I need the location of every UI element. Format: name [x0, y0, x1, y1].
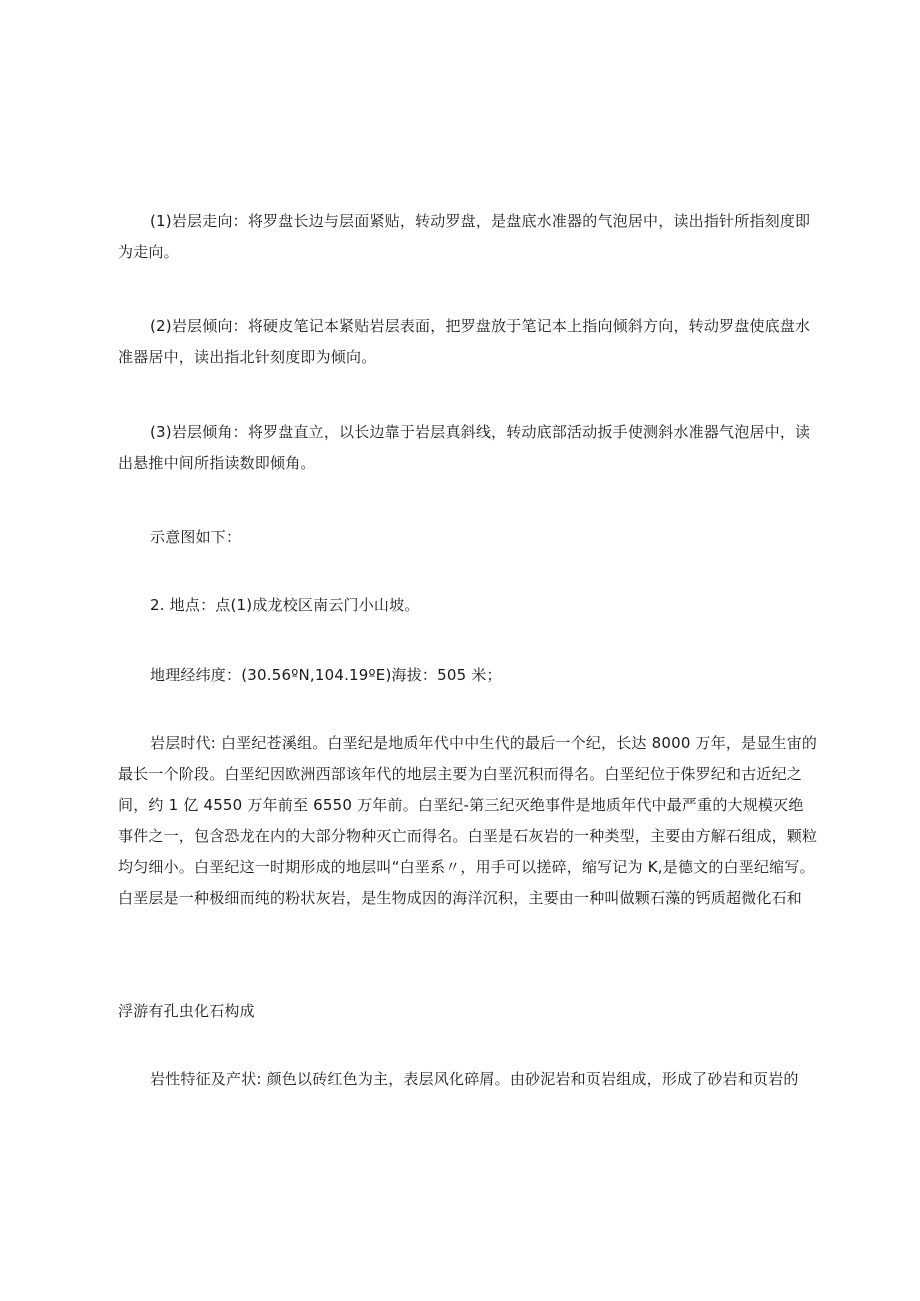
paragraph-location: 2. 地点：点(1)成龙校区南云门小山坡。 — [150, 596, 420, 614]
paragraph-dip-angle: (3)岩层倾角：将罗盘直立，以长边靠于岩层真斜线，转动底部活动扳手使测斜水准器气泡居中，读出悬推中间所指读数即倾角。 — [118, 423, 811, 472]
paragraph-strike-direction: (1)岩层走向：将罗盘长边与层面紧贴，转动罗盘，是盘底水准器的气泡居中，读出指针所指刻度即为走向。 — [118, 212, 811, 261]
paragraph-dip-direction: (2)岩层倾向：将硬皮笔记本紧贴岩层表面，把罗盘放于笔记本上指向倾斜方向，转动罗盘使底盘水准器居中，读出指北针刻度即为倾向。 — [118, 317, 811, 366]
paragraph-fossil-composition: 浮游有孔虫化石构成 — [118, 1002, 255, 1020]
paragraph-diagram-intro: 示意图如下： — [150, 528, 242, 546]
paragraph-coordinates: 地理经纬度：(30.56ºN,104.19ºE)海拔：505 米； — [150, 666, 502, 684]
paragraph-stratum-age: 岩层时代: 白垩纪苍溪组。白垩纪是地质年代中中生代的最后一个纪，长达 8000 万年，是显生宙的最长一个阶段。白垩纪因欧洲西部该年代的地层主要为白垩沉积而得名。白垩纪位于侏罗纪和古近纪之间，约 1 亿 4550 万年前至 6550 万年前。白垩纪-第三纪灭绝事件是地质年代中最严重的大规模灭绝事件之一，包含恐龙在内的大部分物种灭亡而得名。白垩是石灰岩的一种类型，主要由方解石组成，颗粒均匀细小。白垩纪这一时期形成的地层叫“白垩系〃，用手可以搓碎，缩写记为 K,是德文的白垩纪缩写。白垩层是一种极细而纯的粉状灰岩，是生物成因的海洋沉积，主要由一种叫做颗石藻的钙质超微化石和 — [118, 734, 818, 907]
paragraph-lithology: 岩性特征及产状: 颜色以砖红色为主，表层风化碎屑。由砂泥岩和页岩组成，形成了砂岩和页岩的 — [150, 1070, 799, 1088]
